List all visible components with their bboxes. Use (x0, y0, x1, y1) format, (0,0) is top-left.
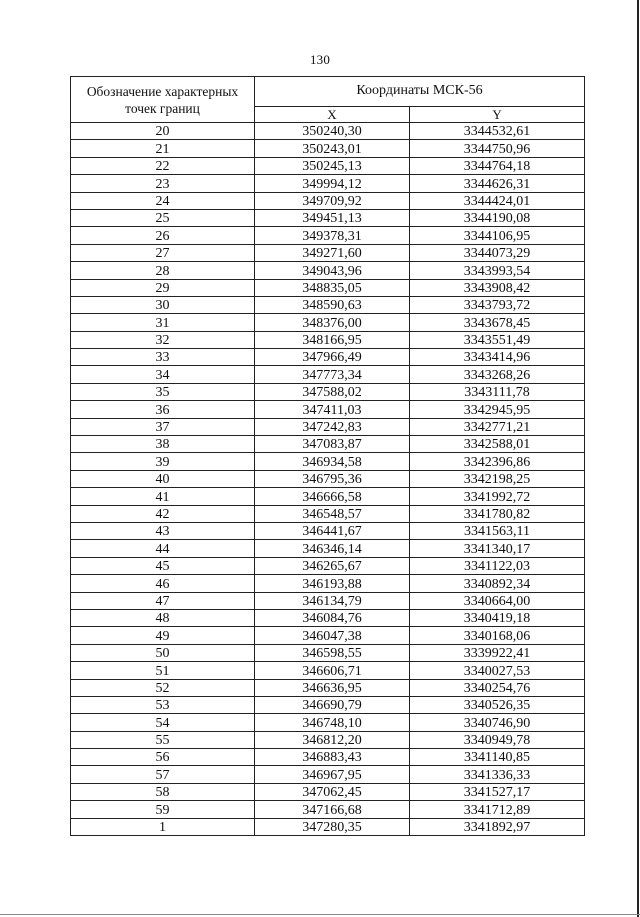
point-cell: 32 (71, 331, 255, 348)
y-cell: 3340664,00 (410, 592, 585, 609)
table-row (71, 453, 585, 470)
point-cell: 27 (71, 244, 255, 261)
point-cell: 22 (71, 157, 255, 174)
point-cell: 40 (71, 470, 255, 487)
point-cell: 24 (71, 192, 255, 209)
table-row (71, 436, 585, 453)
table-row (71, 366, 585, 383)
y-cell: 3343993,54 (410, 262, 585, 279)
table-row (71, 227, 585, 244)
x-cell: 346346,14 (255, 540, 410, 557)
table-row (71, 505, 585, 522)
point-cell: 48 (71, 609, 255, 626)
table-row (71, 818, 585, 835)
x-cell: 346666,58 (255, 488, 410, 505)
x-cell: 346636,95 (255, 679, 410, 696)
table-row (71, 801, 585, 818)
x-cell: 346748,10 (255, 714, 410, 731)
table-row (71, 783, 585, 800)
point-cell: 44 (71, 540, 255, 557)
point-cell: 37 (71, 418, 255, 435)
header-y: Y (410, 106, 585, 122)
table-row (71, 522, 585, 539)
table-row (71, 192, 585, 209)
x-cell: 350243,01 (255, 140, 410, 157)
point-cell: 55 (71, 731, 255, 748)
point-cell: 41 (71, 488, 255, 505)
y-cell: 3341140,85 (410, 749, 585, 766)
x-cell: 348590,63 (255, 296, 410, 313)
point-cell: 51 (71, 662, 255, 679)
table-row (71, 557, 585, 574)
table-row (71, 140, 585, 157)
y-cell: 3340526,35 (410, 696, 585, 713)
point-cell: 28 (71, 262, 255, 279)
x-cell: 347242,83 (255, 418, 410, 435)
x-cell: 346812,20 (255, 731, 410, 748)
x-cell: 346548,57 (255, 505, 410, 522)
table-row (71, 627, 585, 644)
y-cell: 3343908,42 (410, 279, 585, 296)
y-cell: 3344073,29 (410, 244, 585, 261)
header-points: Обозначение характерных точек границ (71, 77, 255, 123)
y-cell: 3343111,78 (410, 383, 585, 400)
table-header (71, 77, 585, 123)
y-cell: 3341122,03 (410, 557, 585, 574)
y-cell: 3341780,82 (410, 505, 585, 522)
point-cell: 26 (71, 227, 255, 244)
table-body (71, 123, 585, 836)
table-row (71, 418, 585, 435)
x-cell: 347280,35 (255, 818, 410, 835)
x-cell: 350245,13 (255, 157, 410, 174)
point-cell: 49 (71, 627, 255, 644)
y-cell: 3342945,95 (410, 401, 585, 418)
x-cell: 346598,55 (255, 644, 410, 661)
y-cell: 3341992,72 (410, 488, 585, 505)
y-cell: 3341712,89 (410, 801, 585, 818)
y-cell: 3342396,86 (410, 453, 585, 470)
table-row (71, 331, 585, 348)
y-cell: 3340949,78 (410, 731, 585, 748)
point-cell: 50 (71, 644, 255, 661)
x-cell: 350240,30 (255, 123, 410, 140)
table-row (71, 349, 585, 366)
point-cell: 47 (71, 592, 255, 609)
x-cell: 346441,67 (255, 522, 410, 539)
y-cell: 3341563,11 (410, 522, 585, 539)
table-row (71, 209, 585, 226)
table-row (71, 262, 585, 279)
y-cell: 3342588,01 (410, 436, 585, 453)
table-row (71, 296, 585, 313)
y-cell: 3340027,53 (410, 662, 585, 679)
x-cell: 348376,00 (255, 314, 410, 331)
x-cell: 346047,38 (255, 627, 410, 644)
table-row (71, 383, 585, 400)
table-row (71, 696, 585, 713)
y-cell: 3344424,01 (410, 192, 585, 209)
x-cell: 347773,34 (255, 366, 410, 383)
point-cell: 43 (71, 522, 255, 539)
y-cell: 3344532,61 (410, 123, 585, 140)
x-cell: 347166,68 (255, 801, 410, 818)
table-row (71, 609, 585, 626)
point-cell: 38 (71, 436, 255, 453)
table-row (71, 488, 585, 505)
header-coordinate-system: Координаты МСК-56 (255, 77, 585, 107)
point-cell: 21 (71, 140, 255, 157)
scan-edge-right (637, 0, 639, 917)
point-cell: 54 (71, 714, 255, 731)
point-cell: 45 (71, 557, 255, 574)
y-cell: 3343678,45 (410, 314, 585, 331)
x-cell: 346883,43 (255, 749, 410, 766)
x-cell: 347411,03 (255, 401, 410, 418)
point-cell: 58 (71, 783, 255, 800)
x-cell: 347966,49 (255, 349, 410, 366)
table-row (71, 662, 585, 679)
table-row (71, 714, 585, 731)
point-cell: 30 (71, 296, 255, 313)
table-row (71, 644, 585, 661)
y-cell: 3343793,72 (410, 296, 585, 313)
y-cell: 3344626,31 (410, 175, 585, 192)
x-cell: 349378,31 (255, 227, 410, 244)
y-cell: 3341336,33 (410, 766, 585, 783)
point-cell: 59 (71, 801, 255, 818)
table-row (71, 244, 585, 261)
point-cell: 1 (71, 818, 255, 835)
table-row (71, 175, 585, 192)
y-cell: 3341527,17 (410, 783, 585, 800)
x-cell: 347083,87 (255, 436, 410, 453)
y-cell: 3343551,49 (410, 331, 585, 348)
x-cell: 346084,76 (255, 609, 410, 626)
table-row (71, 731, 585, 748)
y-cell: 3340746,90 (410, 714, 585, 731)
y-cell: 3343414,96 (410, 349, 585, 366)
point-cell: 34 (71, 366, 255, 383)
point-cell: 52 (71, 679, 255, 696)
page-number: 130 (309, 52, 331, 67)
table-row (71, 157, 585, 174)
y-cell: 3340419,18 (410, 609, 585, 626)
x-cell: 347062,45 (255, 783, 410, 800)
table-row (71, 123, 585, 140)
y-cell: 3342198,25 (410, 470, 585, 487)
y-cell: 3344106,95 (410, 227, 585, 244)
x-cell: 346606,71 (255, 662, 410, 679)
x-cell: 346967,95 (255, 766, 410, 783)
point-cell: 56 (71, 749, 255, 766)
table-row (71, 592, 585, 609)
y-cell: 3342771,21 (410, 418, 585, 435)
x-cell: 346795,36 (255, 470, 410, 487)
y-cell: 3341340,17 (410, 540, 585, 557)
table-row (71, 470, 585, 487)
table-row (71, 679, 585, 696)
table-row (71, 314, 585, 331)
table-row (71, 749, 585, 766)
header-x: X (255, 106, 410, 122)
x-cell: 346934,58 (255, 453, 410, 470)
y-cell: 3340892,34 (410, 575, 585, 592)
point-cell: 46 (71, 575, 255, 592)
point-cell: 53 (71, 696, 255, 713)
point-cell: 33 (71, 349, 255, 366)
point-cell: 57 (71, 766, 255, 783)
table-row (71, 540, 585, 557)
y-cell: 3344750,96 (410, 140, 585, 157)
x-cell: 348166,95 (255, 331, 410, 348)
y-cell: 3341892,97 (410, 818, 585, 835)
point-cell: 25 (71, 209, 255, 226)
point-cell: 23 (71, 175, 255, 192)
table-row (71, 401, 585, 418)
point-cell: 20 (71, 123, 255, 140)
table-row (71, 575, 585, 592)
x-cell: 349451,13 (255, 209, 410, 226)
x-cell: 346193,88 (255, 575, 410, 592)
x-cell: 349271,60 (255, 244, 410, 261)
x-cell: 349043,96 (255, 262, 410, 279)
x-cell: 346690,79 (255, 696, 410, 713)
point-cell: 29 (71, 279, 255, 296)
point-cell: 35 (71, 383, 255, 400)
y-cell: 3343268,26 (410, 366, 585, 383)
y-cell: 3339922,41 (410, 644, 585, 661)
x-cell: 349709,92 (255, 192, 410, 209)
coordinates-table (70, 76, 585, 836)
x-cell: 346265,67 (255, 557, 410, 574)
x-cell: 349994,12 (255, 175, 410, 192)
table-row (71, 766, 585, 783)
point-cell: 39 (71, 453, 255, 470)
x-cell: 348835,05 (255, 279, 410, 296)
scan-edge-bottom (0, 914, 640, 915)
y-cell: 3340254,76 (410, 679, 585, 696)
table-row (71, 279, 585, 296)
point-cell: 36 (71, 401, 255, 418)
y-cell: 3340168,06 (410, 627, 585, 644)
y-cell: 3344764,18 (410, 157, 585, 174)
point-cell: 42 (71, 505, 255, 522)
point-cell: 31 (71, 314, 255, 331)
x-cell: 347588,02 (255, 383, 410, 400)
y-cell: 3344190,08 (410, 209, 585, 226)
x-cell: 346134,79 (255, 592, 410, 609)
